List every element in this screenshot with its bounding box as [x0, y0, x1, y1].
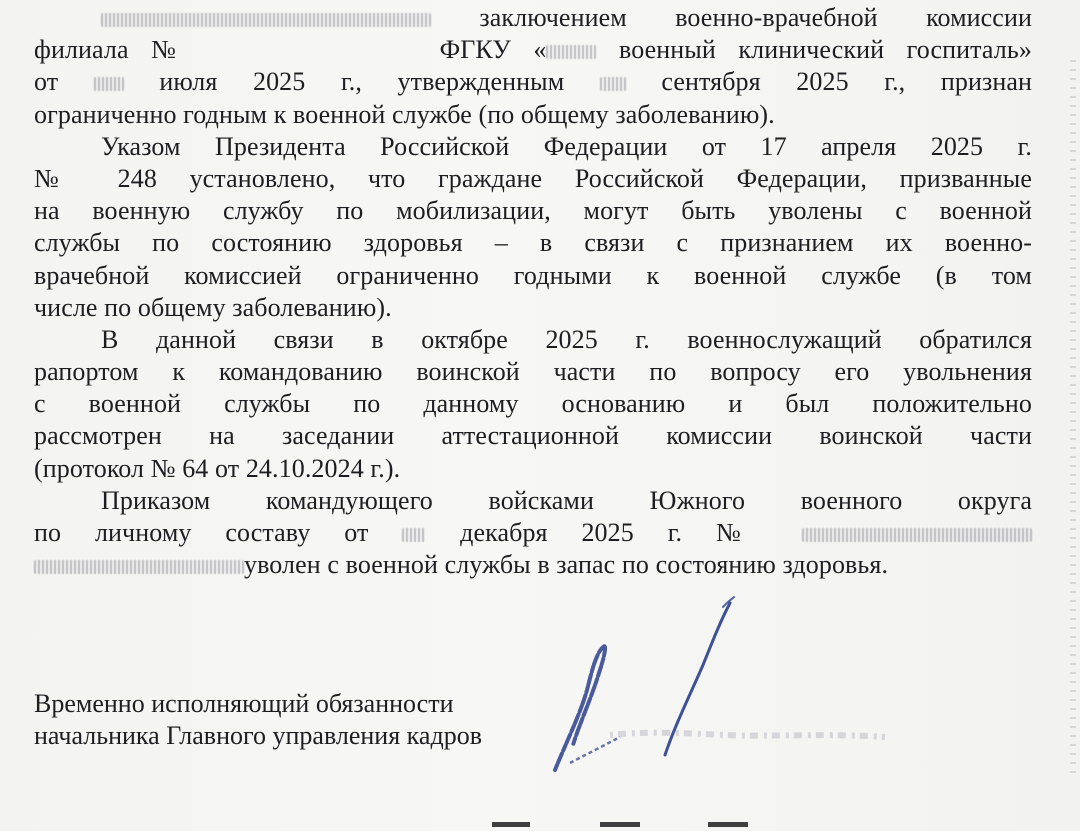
paragraph-1-line-3: от июля 2025 г., утвержденным сентября 2025 г., признан — [34, 67, 1032, 97]
paragraph-1-line-1: заключением военно-врачебной комиссии — [34, 2, 1032, 34]
redacted-text — [34, 560, 244, 574]
paragraph-3-line-5: (протокол № 64 от 24.10.2024 г.). — [34, 453, 401, 483]
paragraph-2-line-4: службы по состоянию здоровья – в связи с признанием их военно- — [34, 228, 1032, 258]
paragraph-1 — [34, 2, 1032, 131]
paragraph-4-line-2: по личному составу от декабря 2025 г. № — [34, 517, 1032, 549]
paragraph-2 — [34, 131, 1032, 324]
redacted-text — [101, 13, 431, 27]
redacted-text — [94, 77, 124, 91]
paragraph-3-line-4: рассмотрен на заседании аттестационной комиссии воинской части — [34, 421, 1032, 451]
paragraph-2-line-2: № 248 установлено, что граждане Российской Федерации, призванные — [34, 163, 1032, 193]
paragraph-2-line-3: на военную службу по мобилизации, могут быть уволены с военной — [34, 196, 1032, 226]
redacted-text — [546, 45, 596, 59]
paragraph-3 — [34, 324, 1032, 485]
redacted-text — [802, 528, 1032, 542]
paragraph-4-line-1: Приказом командующего войсками Южного военного округа — [101, 485, 1032, 515]
signatory-title-line-2: начальника Главного управления кадров — [34, 721, 482, 750]
paragraph-3-line-2: рапортом к командованию воинской части по вопросу его увольнения — [34, 357, 1032, 387]
paragraph-2-line-6: числе по общему заболеванию). — [34, 292, 392, 322]
paragraph-1-line-4: ограниченно годным к военной службе (по общему заболеванию). — [34, 99, 775, 129]
paragraph-4 — [34, 485, 1032, 582]
paragraph-4-line-3: уволен с военной службы в запас по состоянию здоровья. — [34, 549, 1032, 581]
signatory-title-line-1: Временно исполняющий обязанности — [34, 689, 454, 718]
handwritten-signature — [525, 595, 945, 775]
cut-off-text-fragments — [480, 812, 1080, 831]
paragraph-3-line-1: В данной связи в октябре 2025 г. военнослужащий обратился — [101, 324, 1032, 354]
paragraph-2-line-1: Указом Президента Российской Федерации от 17 апреля 2025 г. — [101, 131, 1032, 161]
redacted-text — [402, 528, 426, 542]
paragraph-3-line-3: с военной службы по данному основанию и был положительно — [34, 389, 1032, 419]
document-body — [34, 2, 1032, 581]
paragraph-1-line-2: филиала № ФГКУ « военный клинический госпиталь» — [34, 35, 1032, 65]
paper-edge-marks — [1070, 60, 1076, 780]
paragraph-2-line-5: врачебной комиссией ограниченно годными к военной службе (в том — [34, 260, 1032, 290]
redacted-text — [600, 77, 626, 91]
